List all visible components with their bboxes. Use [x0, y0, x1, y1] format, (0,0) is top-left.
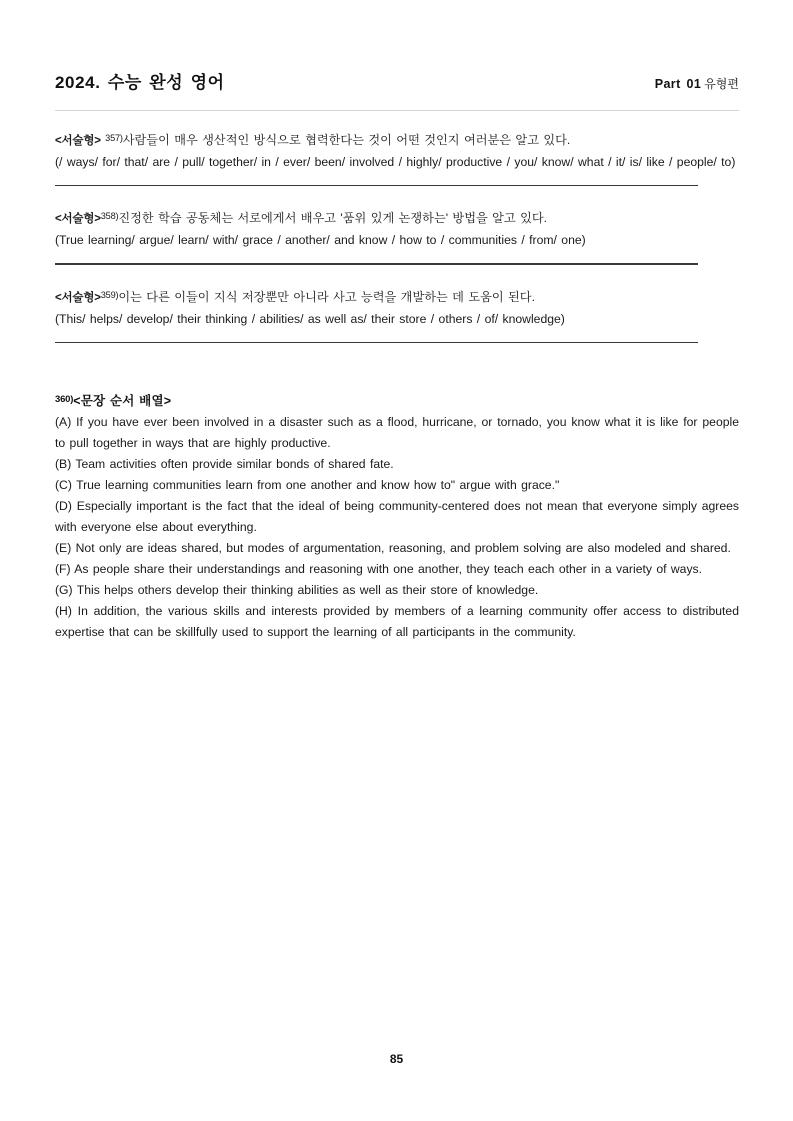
spacer	[55, 186, 739, 206]
question-prompt-line	[55, 128, 739, 152]
question-korean-text: 사람들이 매우 생산적인 방식으로 협력한다는 것이 어떤 것인지 여러분은 알고 있다.	[122, 133, 571, 147]
ordering-choice-h: (H) In addition, the various skills and interests provided by members of a learning community offer access to distributed expertise that can be skillfully used to support the learning of all participants in the community.	[55, 604, 739, 640]
page-footer	[0, 1050, 793, 1068]
question-number: 359)	[100, 289, 119, 300]
question-type-tag: <서술형>	[55, 213, 101, 226]
ordering-section	[55, 389, 739, 643]
question-type-tag: <서술형>	[55, 291, 101, 304]
ordering-choice-e: (E) Not only are ideas shared, but modes of argumentation, reasoning, and problem solving are also modeled and shared.	[55, 541, 731, 556]
question-korean-text: 진정한 학습 공동체는 서로에게서 배우고 '품위 있게 논쟁하는' 방법을 알고 있다.	[118, 211, 547, 226]
question-block	[55, 285, 739, 389]
page-header	[55, 68, 739, 93]
page-title: 2024. 수능 완성 영어	[55, 73, 225, 92]
header-divider	[55, 110, 739, 111]
question-number: 358)	[100, 211, 119, 222]
page-number: 85	[389, 1052, 404, 1066]
ordering-choice-d: (D) Especially important is the fact that the ideal of being community-centered does not mean that everyone simply agrees with everyone else about everything.	[55, 499, 739, 535]
header-part-label	[655, 75, 739, 92]
ordering-section-number: 360)	[55, 394, 74, 406]
question-scramble-text: (This/ helps/ develop/ their thinking / abilities/ as well as/ their store / others / of/ knowledge)	[55, 311, 565, 326]
ordering-choice-a: (A) If you have ever been involved in a disaster such as a flood, hurricane, or tornado, you know what it is like for people to pull together in ways that are highly productive.	[55, 415, 739, 451]
question-block	[55, 128, 739, 206]
question-prompt-line	[55, 285, 739, 309]
question-scramble-text: (True learning/ argue/ learn/ with/ grace / another/ and know / how to / communities / from/ one)	[55, 233, 586, 248]
ordering-choice-b: (B) Team activities often provide similar bonds of shared fate.	[55, 457, 394, 472]
question-block	[55, 206, 739, 284]
question-number: 357)	[105, 133, 123, 143]
ordering-section-title: <문장 순서 배열>	[73, 394, 172, 409]
spacer	[55, 265, 739, 285]
question-scramble-text: (/ ways/ for/ that/ are / pull/ together/ in / ever/ been/ involved / highly/ productive / you/ know/ what / it/ is/ like / people/ to)	[55, 155, 736, 169]
header-part-subtitle: 유형편	[704, 77, 739, 91]
ordering-choice-g: (G) This helps others develop their thinking abilities as well as their store of knowledge.	[55, 583, 539, 598]
ordering-choice-f: (F) As people share their understandings and reasoning with one another, they teach each other in a variety of ways.	[55, 562, 703, 577]
question-prompt-line	[55, 206, 739, 230]
question-korean-text: 이는 다른 이들이 지식 저장뿐만 아니라 사고 능력을 개발하는 데 도움이 된다.	[118, 289, 535, 304]
ordering-section-heading	[55, 389, 739, 412]
ordering-choice-c: (C) True learning communities learn from one another and know how to" argue with grace."	[55, 478, 560, 493]
page-content	[55, 128, 739, 643]
header-part-number: Part 01	[654, 77, 702, 91]
spacer	[55, 343, 739, 389]
question-type-tag: <서술형>	[55, 135, 101, 147]
